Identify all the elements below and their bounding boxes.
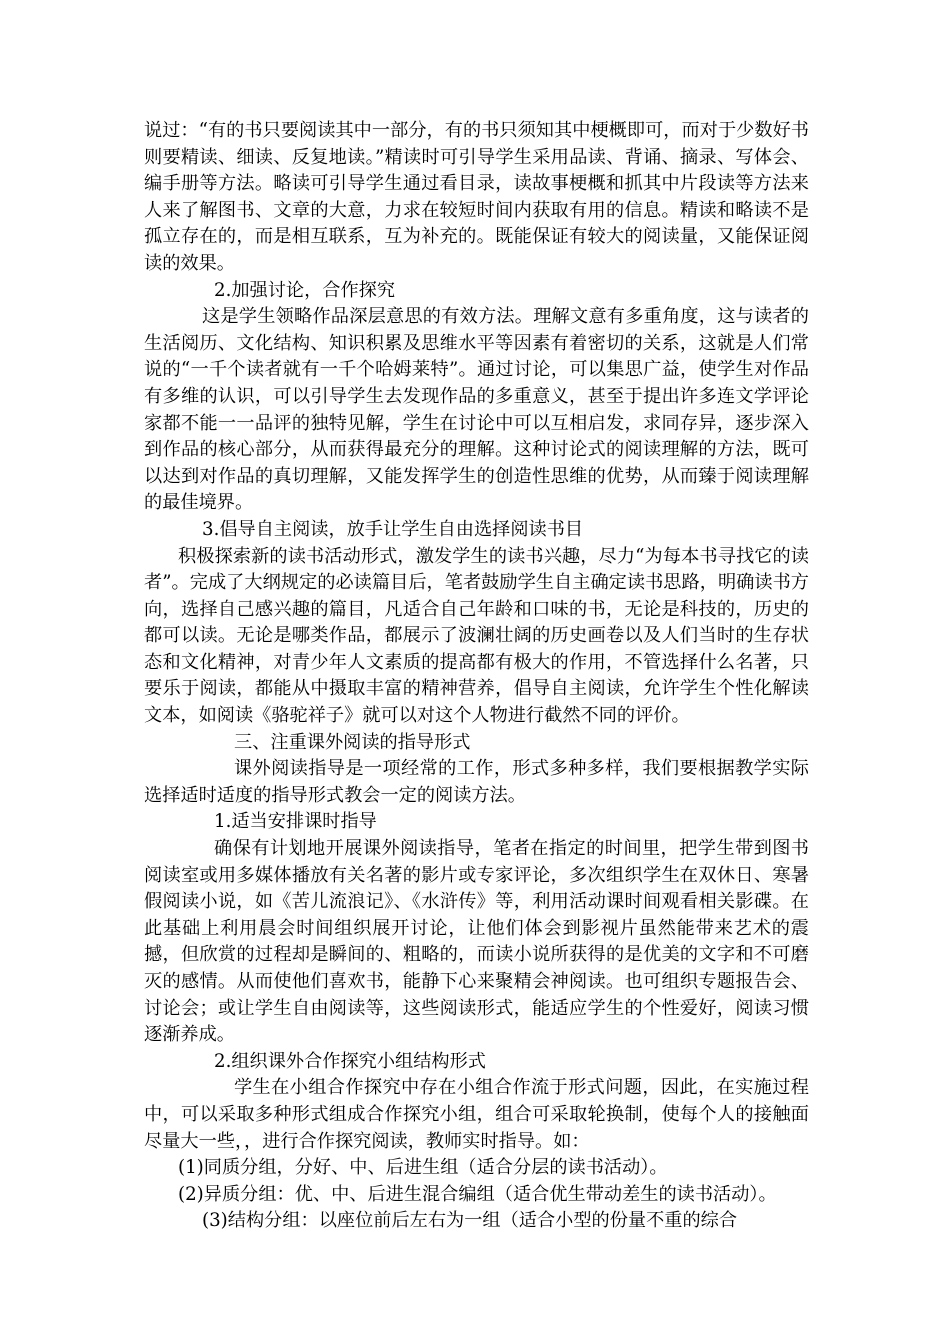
subheading-discussion: 2.加强讨论，合作探究 <box>214 279 396 301</box>
list-item-heterogeneous-group: (2)异质分组：优、中、后进生混合编组（适合优生带动差生的读书活动）。 <box>178 1183 777 1205</box>
subheading-group-structure: 2.组织课外合作探究小组结构形式 <box>214 1050 486 1072</box>
list-item-homogeneous-group: (1)同质分组，分好、中、后进生组（适合分层的读书活动）。 <box>178 1157 668 1179</box>
paragraph-group-structure: 学生在小组合作探究中存在小组合作流于形式问题，因此，在实施过程中，可以采取多种形式组成合作探究小组，组合可采取轮换制，使每个人的接触面尽量大一些，，进行合作探究阅读，教师实时指导。如： <box>144 1077 809 1152</box>
paragraph-guidance-intro: 课外阅读指导是一项经常的工作，形式多种多样，我们要根据教学实际选择适时适度的指导形式教会一定的阅读方法。 <box>144 758 809 806</box>
paragraph-reading-methods: 说过：“有的书只要阅读其中一部分，有的书只须知其中梗概即可，而对于少数好书则要精读、细读、反复地读。”精读时可引导学生采用品读、背诵、摘录、写体会、编手册等方法。略读可引导学生通过看目录，读故事梗概和抓其中片段读等方法来人来了解图书、文章的大意，力求在较短时间内获取有用的信息。精读和略读不是孤立存在的，而是相互联系，互为补充的。既能保证有较大的阅读量，又能保证阅读的效果。 <box>144 120 809 274</box>
section-heading-guidance-forms: 三、注重课外阅读的指导形式 <box>234 731 471 753</box>
subheading-class-guidance: 1.适当安排课时指导 <box>214 811 377 833</box>
subheading-autonomous-reading: 3.倡导自主阅读，放手让学生自由选择阅读书目 <box>202 518 584 540</box>
paragraph-discussion: 这是学生领略作品深层意思的有效方法。理解文意有多重角度，这与读者的生活阅历、文化结构、知识积累及思维水平等因素有着密切的关系，这就是人们常说的“一千个读者就有一千个哈姆莱特”。通过讨论，可以集思广益，使学生对作品有多维的认识，可以引导学生去发现作品的多重意义，甚至于提出许多连文学评论家都不能一一品评的独特见解，学生在讨论中可以互相启发，求同存异，逐步深入到作品的核心部分，从而获得最充分的理解。这种讨论式的阅读理解的方法，既可以达到对作品的真切理解，又能发挥学生的创造性思维的优势，从而臻于阅读理解的最佳境界。 <box>144 306 809 514</box>
list-item-structural-group: (3)结构分组：以座位前后左右为一组（适合小型的份量不重的综合 <box>202 1210 738 1232</box>
document-body <box>144 118 809 1235</box>
paragraph-class-guidance: 确保有计划地开展课外阅读指导，笔者在指定的时间里，把学生带到图书阅读室或用多媒体播放有关名著的影片或专家评论，多次组织学生在双休日、寒暑假阅读小说，如《苦儿流浪记》、《水浒传》等，利用活动课时间观看相关影碟。在此基础上利用晨会时间组织展开讨论，让他们体会到影视片虽然能带来艺术的震撼，但欣赏的过程却是瞬间的、粗略的，而读小说所获得的是优美的文字和不可磨灭的感情。从而使他们喜欢书，能静下心来聚精会神阅读。也可组织专题报告会、讨论会；或让学生自由阅读等，这些阅读形式，能适应学生的个性爱好，阅读习惯逐渐养成。 <box>144 838 809 1046</box>
paragraph-autonomous-reading: 积极探索新的读书活动形式，激发学生的读书兴趣，尽力“为每本书寻找它的读者”。完成了大纲规定的必读篇目后，笔者鼓励学生自主确定读书思路，明确读书方向，选择自己感兴趣的篇目，凡适合自己年龄和口味的书，无论是科技的，历史的都可以读。无论是哪类作品，都展示了波澜壮阔的历史画卷以及人们当时的生存状态和文化精神，对青少年人文素质的提高都有极大的作用，不管选择什么名著，只要乐于阅读，都能从中摄取丰富的精神营养，倡导自主阅读，允许学生个性化解读文本，如阅读《骆驼祥子》就可以对这个人物进行截然不同的评价。 <box>144 545 809 727</box>
